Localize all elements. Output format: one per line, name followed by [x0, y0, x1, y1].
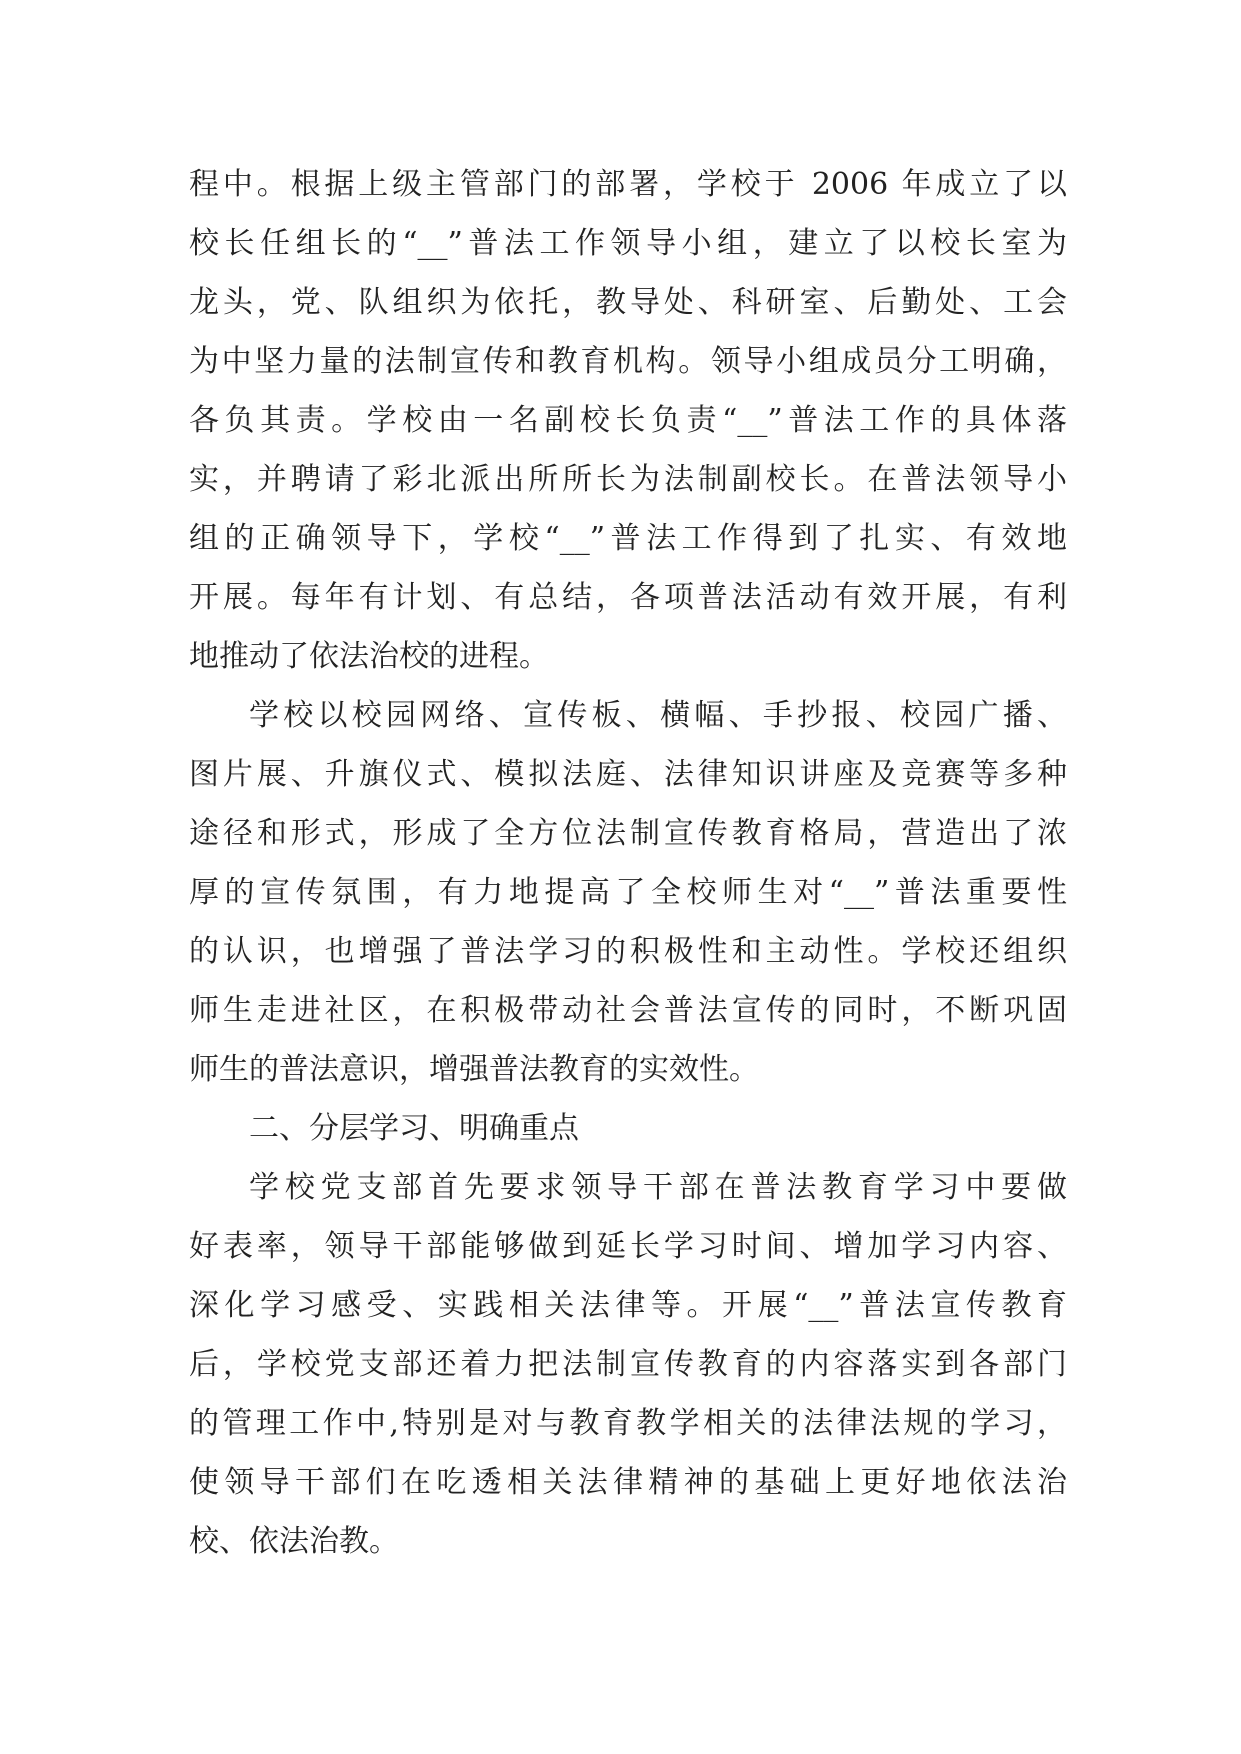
text-line: 各负其责。学校由一名副校长负责“__”普法工作的具体落 [189, 403, 1067, 438]
text-line: 为中坚力量的法制宣传和教育机构。领导小组成员分工明确， [189, 344, 1067, 379]
text-line: 地推动了依法治校的进程。 [189, 639, 549, 674]
text-line: 实，并聘请了彩北派出所所长为法制副校长。在普法领导小 [189, 462, 1067, 497]
text-line: 程中。根据上级主管部门的部署，学校于 2006 年成立了以 [189, 167, 1067, 202]
text-line: 厚的宣传氛围，有力地提高了全校师生对“__”普法重要性 [189, 875, 1067, 910]
text-line: 的认识，也增强了普法学习的积极性和主动性。学校还组织 [189, 934, 1067, 969]
text-line: 深化学习感受、实践相关法律等。开展“__”普法宣传教育 [189, 1288, 1067, 1323]
text-line: 的管理工作中,特别是对与教育教学相关的法律法规的学习， [189, 1406, 1067, 1441]
text-line: 校、依法治教。 [189, 1524, 399, 1559]
text-line: 使领导干部们在吃透相关法律精神的基础上更好地依法治 [189, 1465, 1067, 1500]
paragraph-3 [189, 1158, 1067, 1571]
text-line: 后，学校党支部还着力把法制宣传教育的内容落实到各部门 [189, 1347, 1067, 1382]
text-line: 组的正确领导下，学校“__”普法工作得到了扎实、有效地 [189, 521, 1067, 556]
text-line: 龙头，党、队组织为依托，教导处、科研室、后勤处、工会 [189, 285, 1067, 320]
text-line: 途径和形式，形成了全方位法制宣传教育格局，营造出了浓 [189, 816, 1067, 851]
paragraph-1 [189, 155, 1067, 686]
text-line: 开展。每年有计划、有总结，各项普法活动有效开展，有利 [189, 580, 1067, 615]
text-line: 图片展、升旗仪式、模拟法庭、法律知识讲座及竞赛等多种 [189, 757, 1067, 792]
text-line: 师生的普法意识，增强普法教育的实效性。 [189, 1052, 759, 1087]
text-line: 学校党支部首先要求领导干部在普法教育学习中要做 [249, 1170, 1067, 1205]
paragraph-2 [189, 686, 1067, 1099]
section-heading-text: 二、分层学习、明确重点 [249, 1111, 579, 1146]
document-body [189, 155, 1067, 1571]
text-line: 师生走进社区，在积极带动社会普法宣传的同时，不断巩固 [189, 993, 1067, 1028]
text-line: 学校以校园网络、宣传板、横幅、手抄报、校园广播、 [249, 698, 1067, 733]
section-heading [189, 1099, 1067, 1158]
text-line: 好表率，领导干部能够做到延长学习时间、增加学习内容、 [189, 1229, 1067, 1264]
text-line: 校长任组长的“__”普法工作领导小组，建立了以校长室为 [189, 226, 1067, 261]
